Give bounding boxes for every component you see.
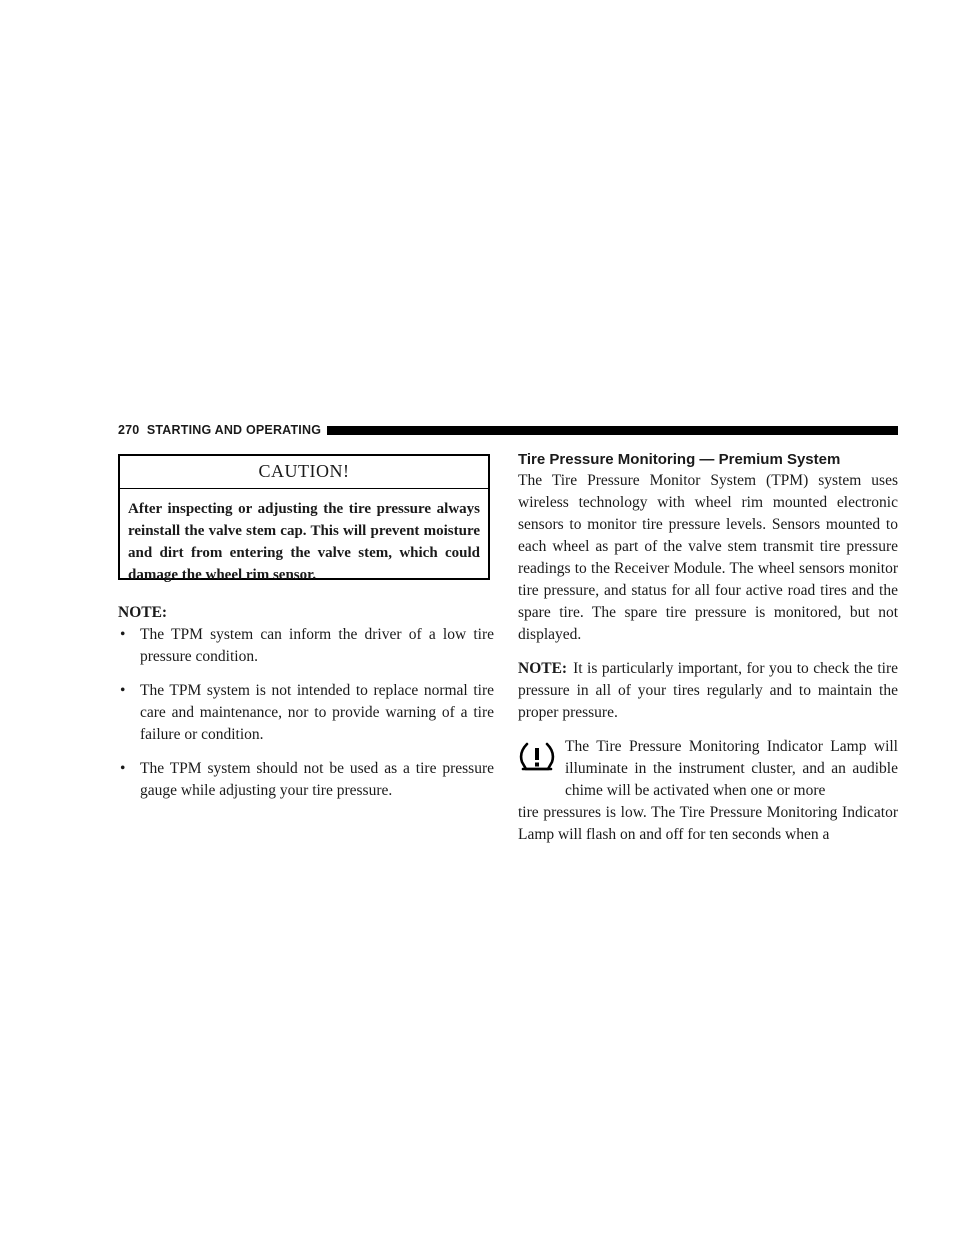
bullet-text: The TPM system should not be used as a tire pressure gauge while adjusting your tire pressure. [140,760,494,799]
page-number: 270 [118,423,140,437]
bullet-text: The TPM system is not intended to replace normal tire care and maintenance, nor to provide warning of a tire failure or condition. [140,682,494,743]
tpm-note [518,658,898,724]
tire-pressure-warning-icon [518,742,556,772]
list-item [118,680,494,746]
section-title-header: STARTING AND OPERATING [146,423,322,437]
note-label: NOTE: [518,660,568,677]
lamp-continued-text: tire pressures is low. The Tire Pressure Monitoring Indicator Lamp will flash on and off for ten seconds when a [518,804,898,843]
header-rule [327,426,898,435]
note-text: It is particularly important, for you to check the tire pressure in all of your tires regularly and to maintain the proper pressure. [518,660,898,721]
note-heading: NOTE: [118,604,168,621]
list-item [118,624,494,668]
bullet-icon: • [120,626,126,643]
caution-box [118,454,490,583]
page-header-text [118,423,327,437]
note-bullet-list [118,624,494,802]
list-item [118,758,494,802]
section-title: Tire Pressure Monitoring — Premium System [518,451,841,468]
right-column [518,450,898,846]
bullet-text: The TPM system can inform the driver of a low tire pressure condition. [140,626,494,665]
caution-body: After inspecting or adjusting the tire pressure always reinstall the valve stem cap. This will prevent moisture and dirt from entering the valve stem, which could damage the wheel rim sensor. [128,501,480,583]
lamp-indented-text: The Tire Pressure Monitoring Indicator Lamp will illuminate in the instrument cluster, and an audible chime will be activated when one or more [565,738,898,799]
bullet-icon: • [120,682,126,699]
page-header [118,422,898,438]
lamp-paragraph [518,736,898,846]
bullet-icon: • [120,760,126,777]
tpm-description: The Tire Pressure Monitor System (TPM) system uses wireless technology with wheel rim mounted electronic sensors to monitor tire pressure levels. Sensors mounted to each wheel as part of the valve stem transmit tire pressure readings to the Receiver Module. The wheel sensors monitor tire pressure, and status for all four active road tires and the spare tire. The spare tire pressure is monitored, but not displayed. [518,472,898,643]
caution-title: CAUTION! [120,456,488,489]
left-column [118,454,494,814]
